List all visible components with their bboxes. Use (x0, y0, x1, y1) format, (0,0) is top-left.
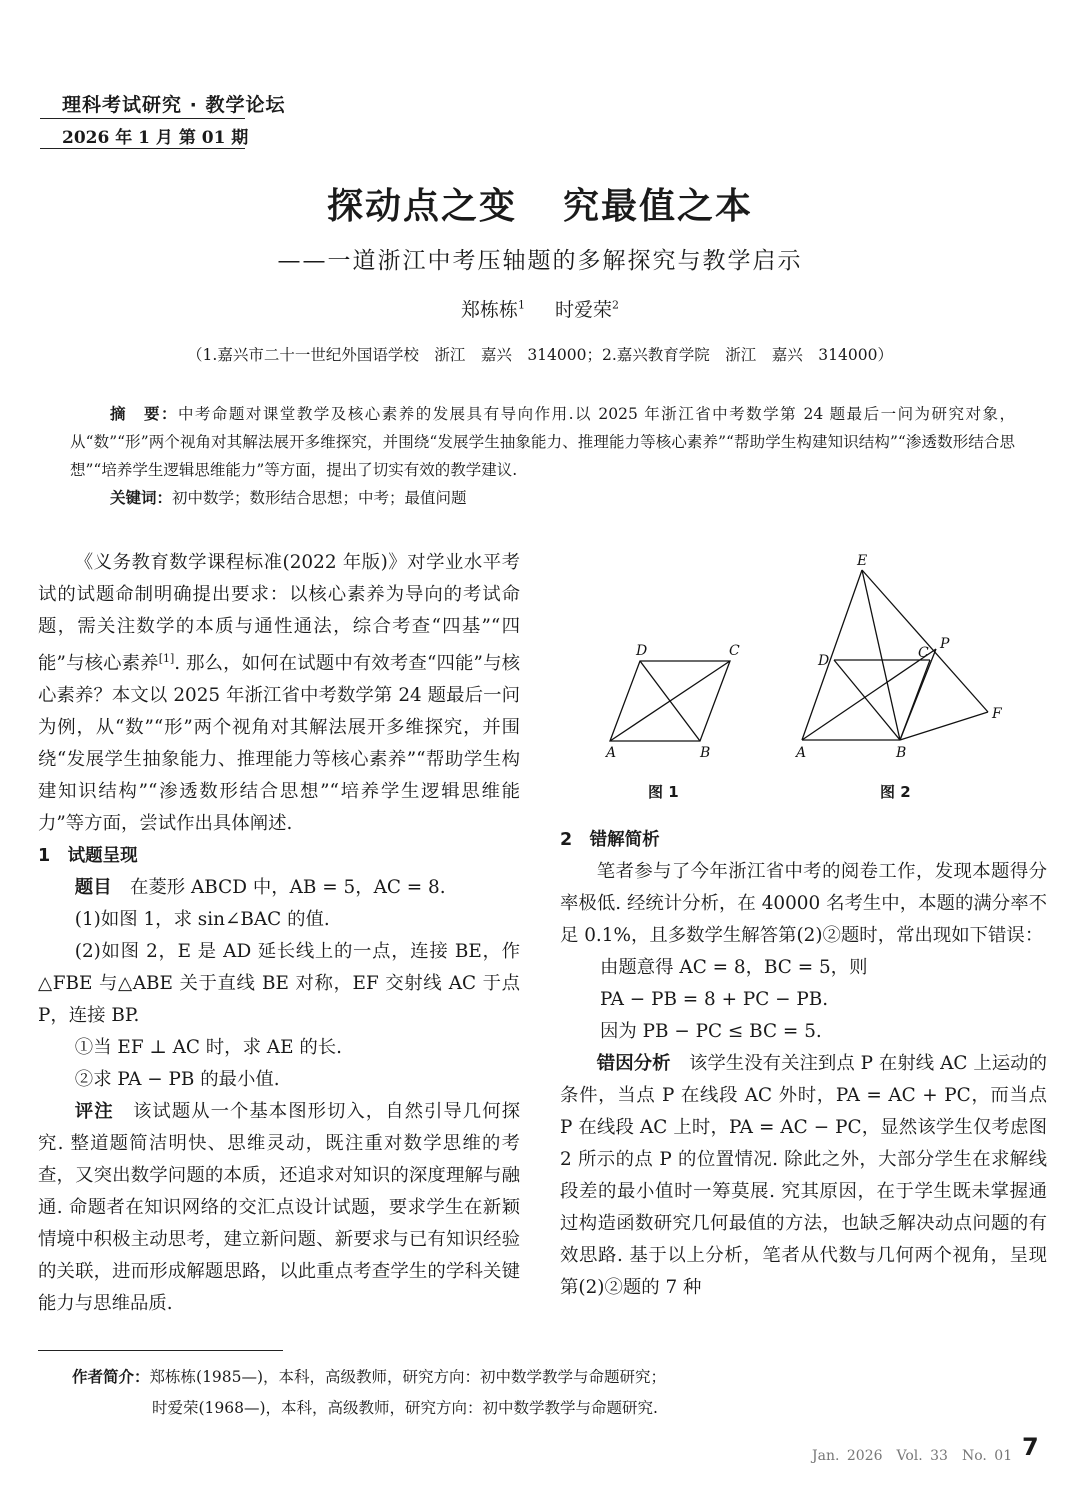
error-intro: 笔者参与了今年浙江省中考的阅卷工作，发现本题得分率极低. 经统计分析，在 40000 名考生中，本题的满分率不足 0.1%，且多数学生解答第(2)②题时，常出现如下错误： (560, 861, 1047, 946)
author-2: 时爱荣 (555, 299, 613, 321)
author-1: 郑栋栋 (460, 299, 518, 321)
affiliation: （1.嘉兴市二十一世纪外国语学校 浙江 嘉兴 314000；2.嘉兴教育学院 浙江 嘉兴 314000） (187, 346, 893, 364)
header-rule-bottom (40, 148, 245, 149)
fig1-label-b: B (700, 745, 711, 761)
line-ea (802, 570, 862, 740)
figure-1-caption: 图 1 (648, 783, 679, 801)
figure-2 (780, 545, 1020, 770)
issue-date: 2026 年 1 月 第 01 期 (62, 128, 249, 148)
section-1-heading: 1 试题呈现 (38, 846, 138, 867)
figure-1 (590, 638, 770, 768)
abstract-text: 中考命题对课堂教学及核心素养的发展具有导向作用.以 2025 年浙江省中考数学第 24 题最后一问为研究对象，从“数”“形”两个视角对其解法展开多维探究，并围绕“发展学生抽象能力、推理能力等核心素养”“帮助学生构建知识结构”“渗透数形结合思想”“培养学生逻辑思维能力”等方面，提出了切实有效的教学建议. (70, 405, 1015, 479)
diagonal-bd (640, 661, 700, 741)
segment-bf (900, 712, 988, 740)
fig2-label-a: A (796, 745, 807, 761)
right-column (560, 824, 1047, 1304)
diagonal-db (834, 660, 900, 740)
folio-line: Jan. 2026 Vol. 33 No. 01 (812, 1448, 1013, 1464)
author-2-mark: 2 (612, 298, 620, 312)
article-title (0, 178, 1080, 229)
keywords-label: 关键词： (110, 489, 173, 507)
left-column (38, 547, 520, 1320)
question-2a: ①当 EF ⊥ AC 时，求 AE 的长. (74, 1037, 342, 1059)
wrong-step-2: PA − PB = 8 + PC − PB. (600, 989, 829, 1010)
question-2: (2)如图 2，E 是 AD 延长线上的一点，连接 BE，作△FBE 与△ABE 关于直线 BE 对称，EF 交射线 AC 于点 P，连接 BP. (38, 941, 520, 1027)
header-rule-top (40, 118, 245, 119)
fig2-label-b: B (896, 745, 907, 761)
journal-name: 理科考试研究 · 教学论坛 (62, 94, 286, 116)
problem-label: 题目 (74, 877, 112, 899)
error-analysis (560, 1048, 1047, 1304)
error-analysis-label: 错因分析 (596, 1053, 671, 1074)
comment-label: 评注 (74, 1101, 114, 1123)
comment-paragraph (38, 1096, 520, 1320)
intro-rest: . 那么，如何在试题中有效考查“四能”与核心素养？本文以 2025 年浙江省中考数学第 24 题最后一问为例，从“数”“形”两个视角对其解法展开多维探究，并围绕“发展学生抽象能力、推理能力等核心素养”“帮助学生构建知识结构”“渗透数形结合思想”“培养学生逻辑思维能力”等方面，尝试作出具体阐述. (38, 653, 521, 835)
fig1-label-a: A (606, 745, 617, 761)
fig2-label-c: C (918, 645, 929, 661)
author-bio-1 (72, 1365, 666, 1387)
title-part2: 究最值之本 (563, 186, 754, 227)
fig2-label-p: P (940, 636, 950, 652)
article-subtitle: ——一道浙江中考压轴题的多解探究与教学启示 (277, 248, 803, 274)
author-line (0, 295, 1080, 322)
problem-text: 在菱形 ABCD 中，AB = 5，AC = 8. (130, 877, 446, 899)
error-analysis-text: 该学生没有关注到点 P 在射线 AC 上运动的条件，当点 P 在线段 AC 外时，PA = AC + PC，而当点 P 在线段 AC 上时，PA = AC − PC，显然该学生仅考虑图 2 所示的点 P 的位置情况. 除此之外，大部分学生在求解线段差的最小值时一筹莫展. 究其原因，在于学生既未掌握通过构造函数研究几何最值的方法，也缺乏解决动点问题的有效思路. 基于以上分析，笔者从代数与几何两个视角，呈现第(2)②题的 7 种 (560, 1053, 1047, 1298)
figure-2-caption: 图 2 (880, 783, 911, 801)
author-bio-1-text: 郑栋栋(1985—)，本科，高级教师，研究方向：初中数学教学与命题研究； (149, 1368, 667, 1386)
fig2-label-d: D (818, 653, 830, 669)
fig2-label-e: E (857, 553, 868, 569)
footnote-rule (38, 1350, 283, 1351)
intro-text: 《义务教育数学课程标准(2022 年版)》对学业水平考试的试题命制明确提出要求：以核心素养为导向的考试命题，需关注数学的本质与通性通法，综合考查“四基”“四能”与核心素养 (38, 552, 520, 675)
author-bio-label: 作者简介： (72, 1368, 150, 1386)
segment-bp (900, 649, 936, 740)
fig2-label-f: F (992, 706, 1002, 722)
wrong-step-3: 因为 PB − PC ≤ BC = 5. (600, 1021, 822, 1042)
author-1-mark: 1 (518, 298, 525, 312)
fig1-label-c: C (729, 643, 740, 659)
comment-text: 该试题从一个基本图形切入，自然引导几何探究. 整道题简洁明快、思维灵动，既注重对数学思维的考查，又突出数学问题的本质，还追求对知识的深度理解与融通. 命题者在知识网络的交汇点设计试题，要求学生在新颖情境中积极主动思考，建立新问题、新要求与已有知识经验的关联，进而形成解题思路，以此重点考查学生的学科关键能力与思维品质. (38, 1101, 520, 1315)
intro-paragraph (38, 547, 520, 840)
question-1: (1)如图 1，求 sin∠BAC 的值. (74, 909, 330, 931)
segment-eb (862, 570, 900, 740)
problem-statement (38, 872, 520, 904)
fig1-label-d: D (636, 643, 648, 659)
keywords (110, 486, 467, 508)
page-number: 7 (1022, 1433, 1039, 1461)
keywords-text: 初中数学；数形结合思想；中考；最值问题 (172, 489, 467, 507)
citation-ref: [1] (158, 652, 175, 665)
title-part1: 探动点之变 (326, 186, 517, 227)
question-2b: ②求 PA − PB 的最小值. (74, 1069, 280, 1091)
abstract-label: 摘 要： (110, 405, 178, 423)
abstract (70, 400, 1015, 484)
segment-ef (862, 570, 988, 712)
author-bio-2: 时爱荣(1968—)，本科，高级教师，研究方向：初中数学教学与命题研究. (152, 1399, 658, 1417)
section-2-heading: 2 错解简析 (560, 830, 660, 850)
wrong-step-1: 由题意得 AC = 8，BC = 5，则 (600, 957, 868, 978)
